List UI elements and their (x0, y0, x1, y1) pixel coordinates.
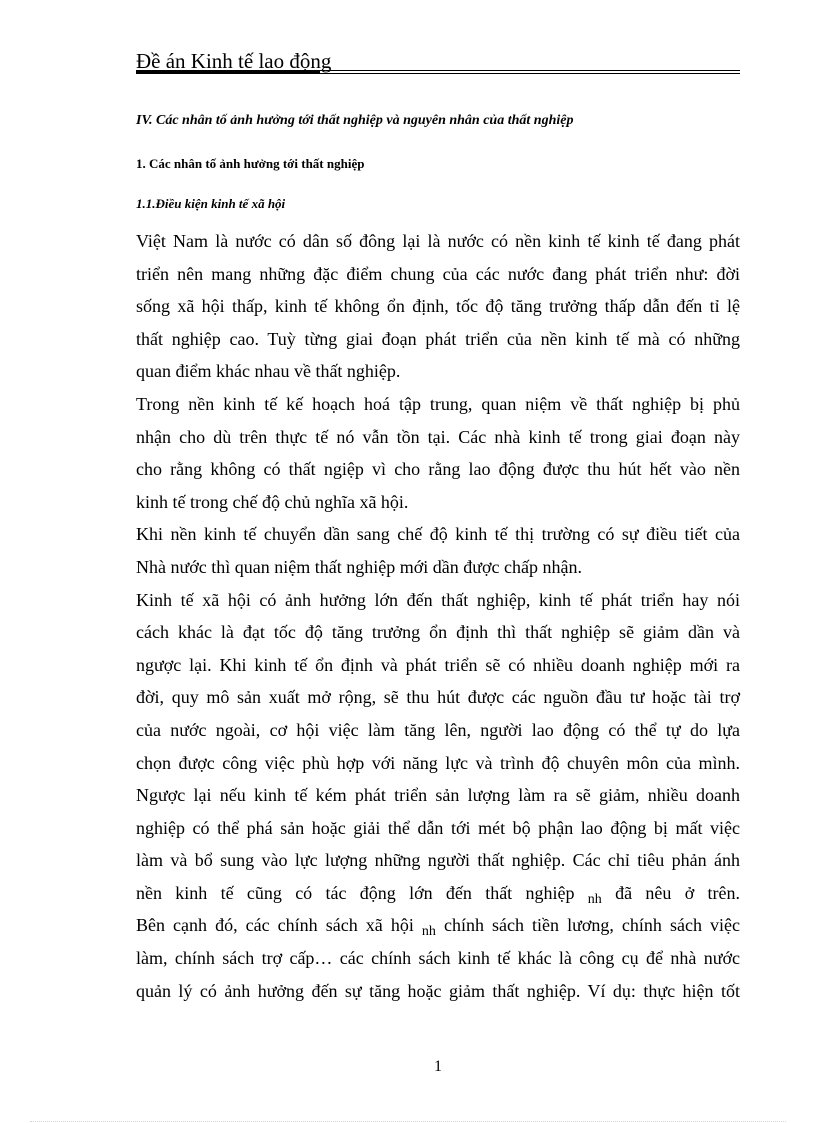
page-bottom-dotted-rule (30, 1121, 786, 1122)
text-line: chọn được công việc phù hợp với năng lực và trình độ chuyên môn của mình. (136, 752, 740, 773)
text-line: quản lý có ảnh hưởng đến sự tăng hoặc giảm thất nghiệp. Ví dụ: thực hiện tốt (136, 980, 740, 1001)
text-fragment: Bên cạnh đó, các chính sách xã hội (136, 915, 422, 936)
text-line: ngược lại. Khi kinh tế ổn định và phát triển sẽ có nhiều doanh nghiệp mới ra (136, 654, 740, 675)
text-line: Trong nền kinh tế kế hoạch hoá tập trung, quan niệm về thất nghiệp bị phủ (136, 393, 740, 414)
text-fragment: đã nêu ở trên. (601, 882, 740, 903)
text-line: của nước ngoài, cơ hội việc làm tăng lên, người lao động có thể tự do lựa (136, 719, 740, 740)
text-line: Nhà nước thì quan niệm thất nghiệp mới dần được chấp nhận. (136, 556, 582, 577)
text-line (136, 909, 740, 942)
text-line (136, 877, 740, 910)
text-line: Việt Nam là nước có dân số đông lại là nước có nền kinh tế kinh tế đang phát (136, 231, 740, 251)
subsubsection-heading: 1.1.Điều kiện kinh tế xã hội (136, 196, 286, 211)
text-line: nghiệp có thể phá sản hoặc giải thể dẫn tới mét bộ phận lao động bị mất việc (136, 817, 740, 838)
page-number: 1 (434, 1058, 442, 1075)
text-fragment: chính sách tiền lương, chính sách việc (435, 915, 740, 936)
header-rule-top (136, 70, 740, 71)
text-line: Ngược lại nếu kinh tế kém phát triển sản lượng làm ra sẽ giảm, nhiều doanh (136, 785, 740, 806)
text-line: triển nên mang những đặc điểm chung của các nước đang phát triển như: đời (136, 263, 740, 284)
header-rule-bottom (136, 73, 740, 74)
text-line: đời, quy mô sản xuất mở rộng, sẽ thu hút được các nguồn đầu tư hoặc tài trợ (136, 687, 740, 708)
subscript-fragment: nh (421, 924, 436, 940)
document-header-title: Đề án Kinh tế lao động (136, 49, 332, 73)
text-line: cách khác là đạt tốc độ tăng trưởng ổn định thì thất nghiệp sẽ giảm dần và (136, 622, 740, 643)
text-line: làm và bổ sung vào lực lượng những người thất nghiệp. Các chỉ tiêu phản ánh (136, 850, 740, 871)
text-line: cho rằng không có thất ngiệp vì cho rằng lao động được thu hút hết vào nền (136, 459, 740, 480)
body-text (136, 225, 740, 1007)
text-line: kinh tế trong chế độ chủ nghĩa xã hội. (136, 491, 409, 512)
subscript-fragment: nh (587, 891, 602, 907)
text-fragment: nền kinh tế cũng có tác động lớn đến thất nghiệp (136, 882, 588, 903)
text-line: sống xã hội thấp, kinh tế không ổn định, tốc độ tăng trưởng thấp dẫn đến tỉ lệ (136, 296, 740, 317)
text-line: Khi nền kinh tế chuyển dần sang chế độ kinh tế thị trường có sự điều tiết của (136, 524, 740, 545)
text-line: thất nghiệp cao. Tuỳ từng giai đoạn phát triển của nền kinh tế mà có những (136, 328, 740, 349)
text-line: quan điểm khác nhau về thất nghiệp. (136, 361, 401, 382)
subsection-heading: 1. Các nhân tố ảnh hưởng tới thất nghiệp (136, 156, 365, 171)
text-line: làm, chính sách trợ cấp… các chính sách kinh tế khác là công cụ để nhà nước (136, 948, 740, 969)
text-line: nhận cho dù trên thực tế nó vẫn tồn tại. Các nhà kinh tế trong giai đoạn này (136, 426, 740, 447)
section-heading: IV. Các nhân tố ảnh hưởng tới thất nghiệp và nguyên nhân của thất nghiệp (136, 113, 574, 128)
text-line: Kinh tế xã hội có ảnh hưởng lớn đến thất nghiệp, kinh tế phát triển hay nói (136, 589, 740, 610)
